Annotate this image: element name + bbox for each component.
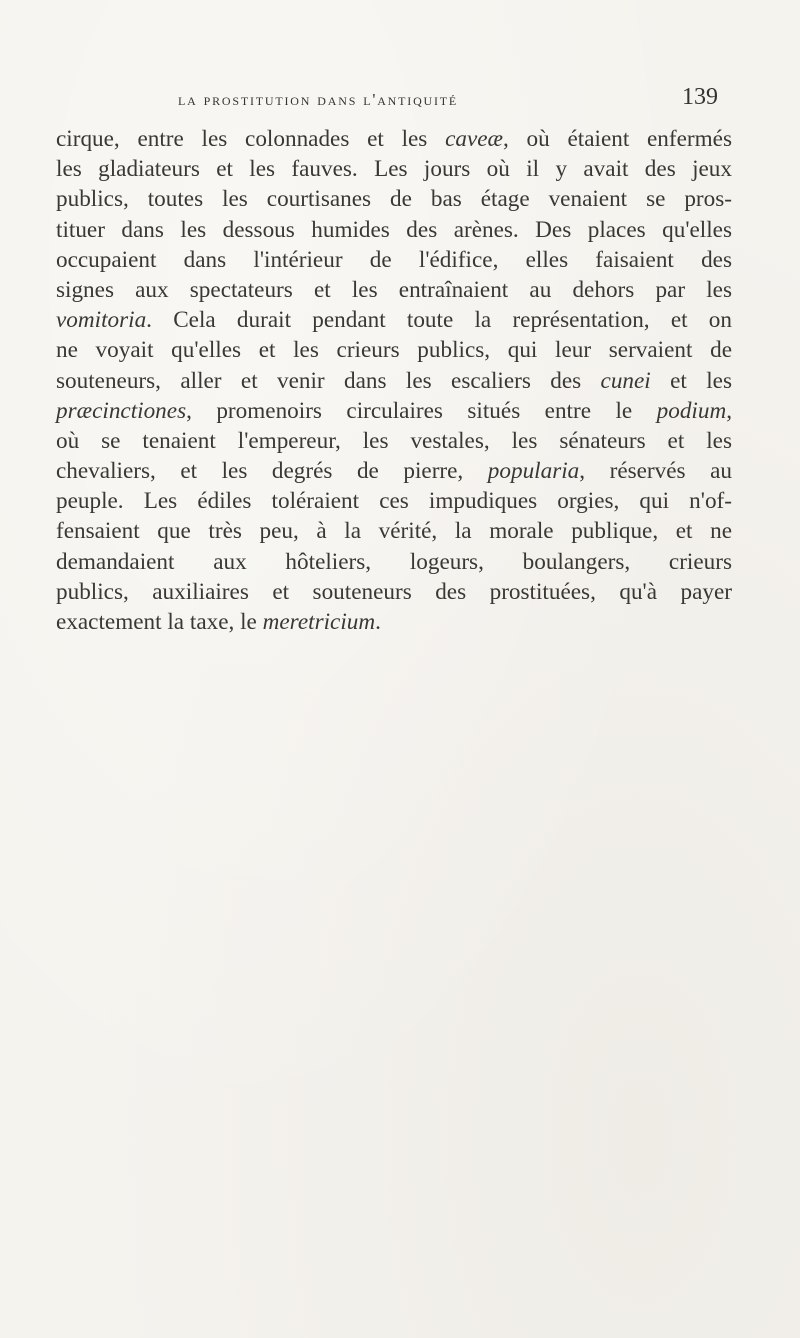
text-run: publics, toutes les courtisanes de bas étage venaient se pros- bbox=[56, 186, 732, 213]
text-line bbox=[56, 577, 732, 607]
text-run: peuple. Les édiles toléraient ces impudiques orgies, qui n'of- bbox=[56, 488, 732, 515]
italic-term: caveæ bbox=[445, 126, 504, 152]
italic-term: cunei bbox=[600, 367, 651, 394]
text-run: , bbox=[726, 397, 732, 424]
italic-term: podium bbox=[656, 397, 727, 424]
text-run: cirque, entre les colonnades et les bbox=[56, 126, 446, 152]
text-line bbox=[56, 366, 732, 396]
text-run: demandaient aux hôteliers, logeurs, boulangers, crieurs bbox=[56, 548, 732, 575]
text-run: fensaient que très peu, à la vérité, la morale publique, et ne bbox=[56, 518, 732, 545]
text-run: ne voyait qu'elles et les crieurs publics, qui leur servaient de bbox=[56, 337, 732, 364]
running-title: la prostitution dans l'antiquité bbox=[178, 90, 459, 109]
text-run: les gladiateurs et les fauves. Les jours où il y avait des jeux bbox=[56, 156, 732, 183]
text-run: , réservés au bbox=[579, 458, 732, 485]
text-line bbox=[56, 547, 732, 577]
text-line bbox=[56, 215, 732, 245]
text-run: et les bbox=[650, 367, 732, 394]
text-line bbox=[56, 456, 732, 486]
text-line bbox=[56, 396, 732, 426]
text-run: exactement la taxe, le bbox=[56, 609, 263, 635]
text-line bbox=[56, 184, 732, 214]
italic-term: meretricium bbox=[262, 609, 376, 635]
text-line bbox=[56, 154, 732, 184]
page-number: 139 bbox=[682, 84, 718, 110]
text-line bbox=[56, 607, 732, 637]
running-head bbox=[0, 84, 800, 114]
text-line bbox=[56, 486, 732, 516]
text-run: où se tenaient l'empereur, les vestales, les sénateurs et les bbox=[56, 427, 732, 454]
text-run: publics, auxiliaires et souteneurs des prostituées, qu'à payer bbox=[56, 578, 732, 605]
text-line bbox=[56, 516, 732, 546]
text-line bbox=[56, 305, 732, 335]
text-run: chevaliers, et les degrés de pierre, bbox=[56, 458, 488, 485]
text-line bbox=[56, 335, 732, 365]
text-line bbox=[56, 245, 732, 275]
text-line bbox=[56, 426, 732, 456]
text-run: signes aux spectateurs et les entraînaient au dehors par les bbox=[56, 276, 732, 303]
text-line bbox=[56, 275, 732, 305]
body-paragraph bbox=[56, 124, 732, 637]
text-run: . Cela durait pendant toute la représentation, et on bbox=[146, 307, 732, 334]
text-run: , promenoirs circulaires situés entre le bbox=[186, 397, 657, 424]
text-run: . bbox=[375, 609, 381, 635]
italic-term: popularia bbox=[487, 458, 580, 485]
text-line bbox=[56, 124, 732, 154]
text-run: occupaient dans l'intérieur de l'édifice, elles faisaient des bbox=[56, 246, 732, 273]
text-run: , où étaient enfermés bbox=[503, 126, 732, 152]
italic-term: vomitoria bbox=[56, 307, 147, 334]
text-run: souteneurs, aller et venir dans les escaliers des bbox=[56, 367, 601, 394]
italic-term: præcinctiones bbox=[56, 397, 187, 424]
text-run: tituer dans les dessous humides des arènes. Des places qu'elles bbox=[56, 216, 732, 243]
